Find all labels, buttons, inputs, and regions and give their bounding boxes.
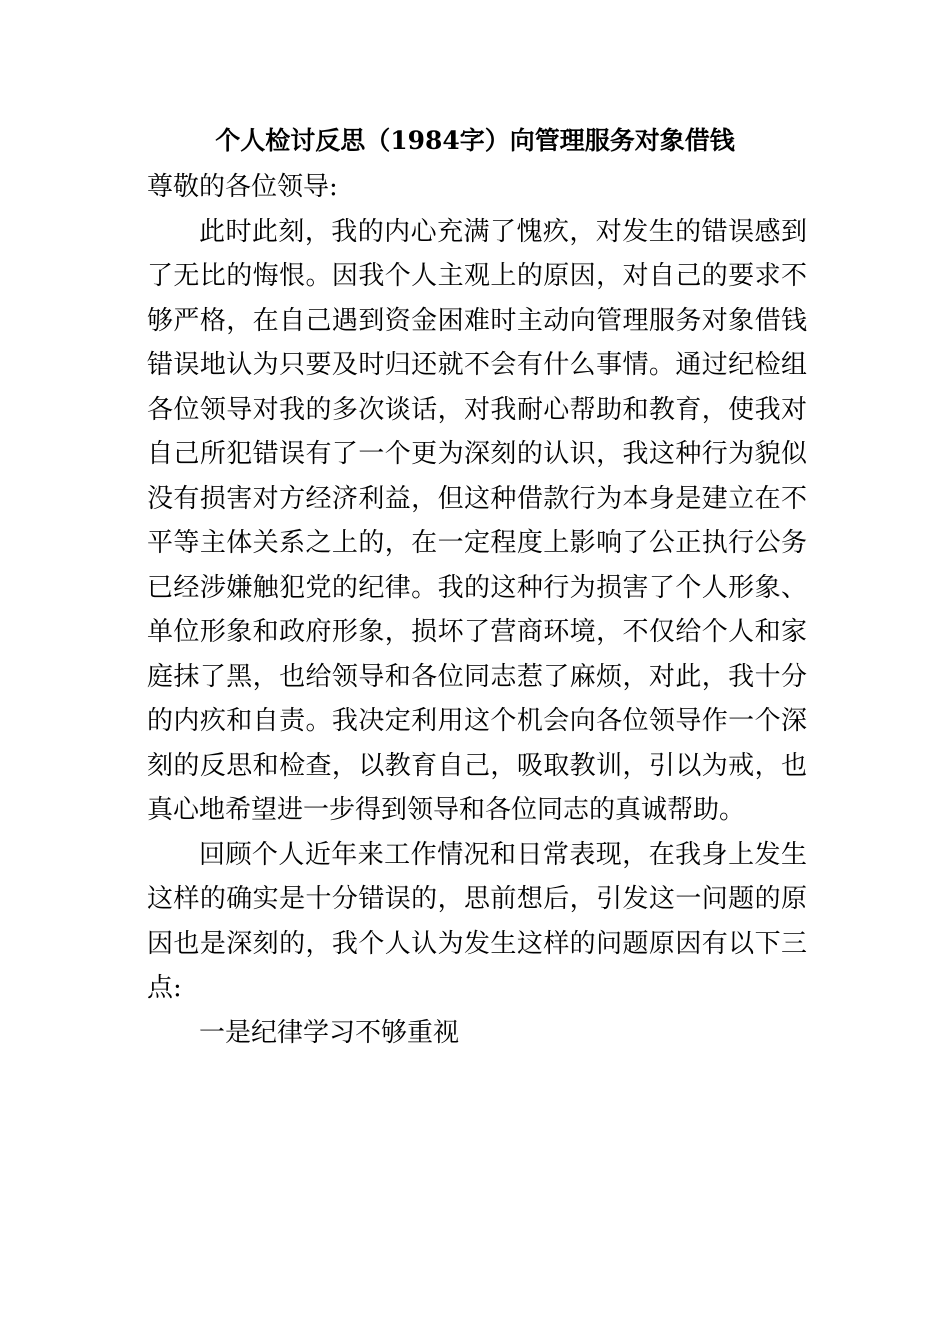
paragraph-1: 此时此刻，我的内心充满了愧疚，对发生的错误感到了无比的悔恨。因我个人主观上的原因，对自己的要求不够严格，在自己遇到资金困难时主动向管理服务对象借钱错误地认为只要及时归还就不会有什么事情。通过纪检组各位领导对我的多次谈话，对我耐心帮助和教育，使我对自己所犯错误有了一个更为深刻的认识，我这种行为貌似没有损害对方经济利益，但这种借款行为本身是建立在不平等主体关系之上的，在一定程度上影响了公正执行公务已经涉嫌触犯党的纪律。我的这种行为损害了个人形象、单位形象和政府形象，损坏了营商环境，不仅给个人和家庭抹了黑，也给领导和各位同志惹了麻烦，对此，我十分的内疚和自责。我决定利用这个机会向各位领导作一个深刻的反思和检查，以教育自己，吸取教训，引以为戒，也真心地希望进一步得到领导和各位同志的真诚帮助。 [147,216,807,825]
salutation: 尊敬的各位领导: [147,172,338,202]
paragraph-3: 一是纪律学习不够重视 [199,1017,460,1048]
paragraph-2: 回顾个人近年来工作情况和日常表现，在我身上发生这样的确实是十分错误的，思前想后，引发这一问题的原因也是深刻的，我个人认为发生这样的问题原因有以下三点: [147,839,807,1003]
document-title: 个人检讨反思（1984字）向管理服务对象借钱 [215,126,735,155]
document-body [147,165,807,1055]
